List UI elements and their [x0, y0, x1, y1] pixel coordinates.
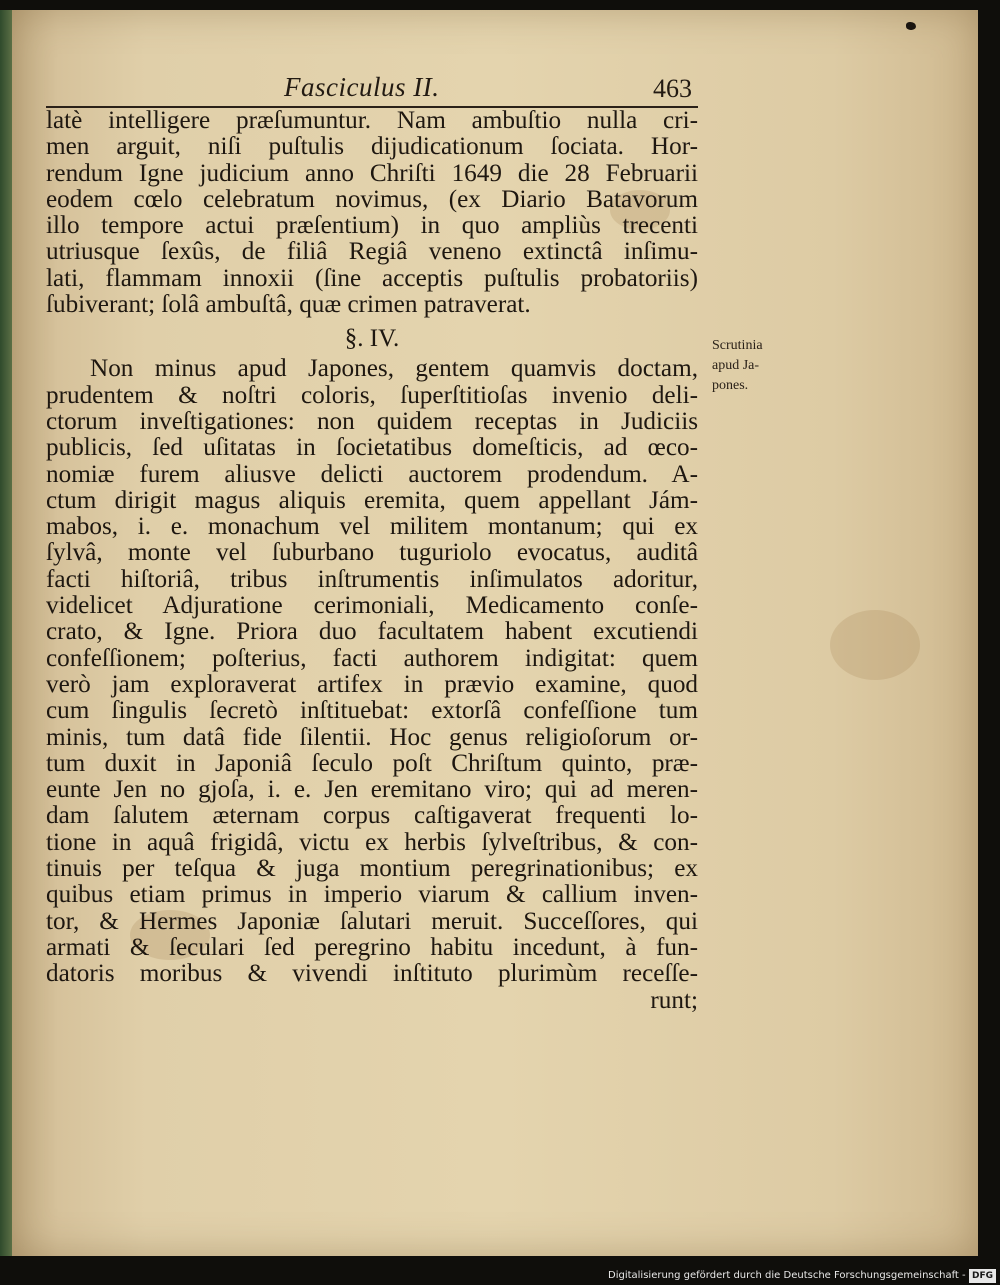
text-line: tum duxit in Japoniâ ſeculo poſt Chriſtum quinto, præ- — [46, 749, 698, 777]
text-line: dam ſalutem æternam corpus caſtigaverat frequenti lo- — [46, 802, 698, 830]
text-line: prudentem & noſtri coloris, ſuperſtitioſas invenio deli- — [46, 381, 698, 409]
funding-credit: Digitalisierung gefördert durch die Deutsche Forschungsgemeinschaft - — [608, 1270, 966, 1281]
text-line: rendum Igne judicium anno Chriſti 1649 die 28 Februarii — [46, 159, 698, 187]
ink-mark — [906, 22, 916, 30]
text-line: mabos, i. e. monachum vel militem montanum; qui ex — [46, 513, 698, 541]
text-line: videlicet Adjuratione cerimoniali, Medicamento conſe- — [46, 592, 698, 620]
margin-note-line: pones. — [712, 378, 749, 393]
margin-note-line: apud Ja- — [712, 358, 760, 373]
catchword: runt; — [650, 986, 698, 1014]
paragraph-2 — [46, 356, 698, 1013]
text-line: nomiæ furem aliusve delicti auctorem prodendum. A- — [46, 460, 698, 488]
text-line: illo tempore actui præſentium) in quo ampliùs trecenti — [46, 212, 698, 240]
text-line: tinuis per teſqua & juga montium peregrinationibus; ex — [46, 855, 698, 883]
text-line: utriusque ſexûs, de filiâ Regiâ veneno extinctâ inſimu- — [46, 238, 698, 266]
text-line: tor, & Hermes Japoniæ ſalutari meruit. Succeſſores, qui — [46, 907, 698, 935]
text-line: verò jam exploraverat artifex in prævio examine, quod — [46, 670, 698, 698]
text-line: facti hiſtoriâ, tribus inſtrumentis inſimulatos adoritur, — [46, 565, 698, 593]
running-head — [46, 70, 698, 108]
text-line: cum ſingulis ſecretò inſtituebat: extorſâ confeſſione tum — [46, 697, 698, 725]
body-text — [46, 108, 698, 1014]
text-line: ctum dirigit magus aliquis eremita, quem appellant Jám- — [46, 486, 698, 514]
book-cover-edge — [0, 10, 12, 1256]
text-line: ſubiverant; ſolâ ambuſtâ, quæ crimen patraverat. — [46, 291, 531, 319]
text-line: quibus etiam primus in imperio viarum & callium inven- — [46, 881, 698, 909]
text-line: armati & ſeculari ſed peregrino habitu incedunt, à fun- — [46, 933, 698, 961]
text-line: eunte Jen no gjoſa, i. e. Jen eremitano viro; qui ad meren- — [46, 776, 698, 804]
text-line: latè intelligere præſumuntur. Nam ambuſtio nulla cri- — [46, 107, 698, 134]
text-line: datoris moribus & vivendi inſtituto plurimùm receſſe- — [46, 960, 698, 988]
text-line: tione in aquâ frigidâ, victu ex herbis ſylveſtribus, & con- — [46, 828, 698, 856]
text-line: confeſſionem; poſterius, facti authorem indigitat: quem — [46, 644, 698, 672]
text-line: minis, tum datâ fide ſilentii. Hoc genus religioſorum or- — [46, 723, 698, 751]
text-line: crato, & Igne. Priora duo facultatem habent excutiendi — [46, 618, 698, 646]
section-heading: §. IV. — [344, 325, 400, 353]
page-number: 463 — [653, 74, 692, 103]
text-line: eodem cœlo celebratum novimus, (ex Diario Batavorum — [46, 185, 698, 213]
paragraph-1 — [46, 108, 698, 318]
text-line: lati, flammam innoxii (ſine acceptis puſtulis probatoriis) — [46, 264, 698, 292]
text-line: publicis, ſed uſitatas in ſocietatibus domeſticis, ad œco- — [46, 434, 698, 462]
text-line: men arguit, niſi puſtulis dijudicationum ſociata. Hor- — [46, 133, 698, 161]
text-line: ſylvâ, monte vel ſuburbano tuguriolo evocatus, auditâ — [46, 539, 698, 567]
margin-note-line: Scrutinia — [712, 338, 763, 353]
text-line: ctorum inveſtigationes: non quidem receptas in Judiciis — [46, 407, 698, 435]
digitization-footer — [600, 1268, 1000, 1285]
dfg-logo: DFG — [969, 1269, 996, 1283]
margin-note — [712, 336, 782, 396]
running-title: Fasciculus II. — [284, 72, 440, 102]
text-line: Non minus apud Japones, gentem quamvis doctam, — [90, 355, 698, 383]
paper-stain — [830, 610, 920, 680]
